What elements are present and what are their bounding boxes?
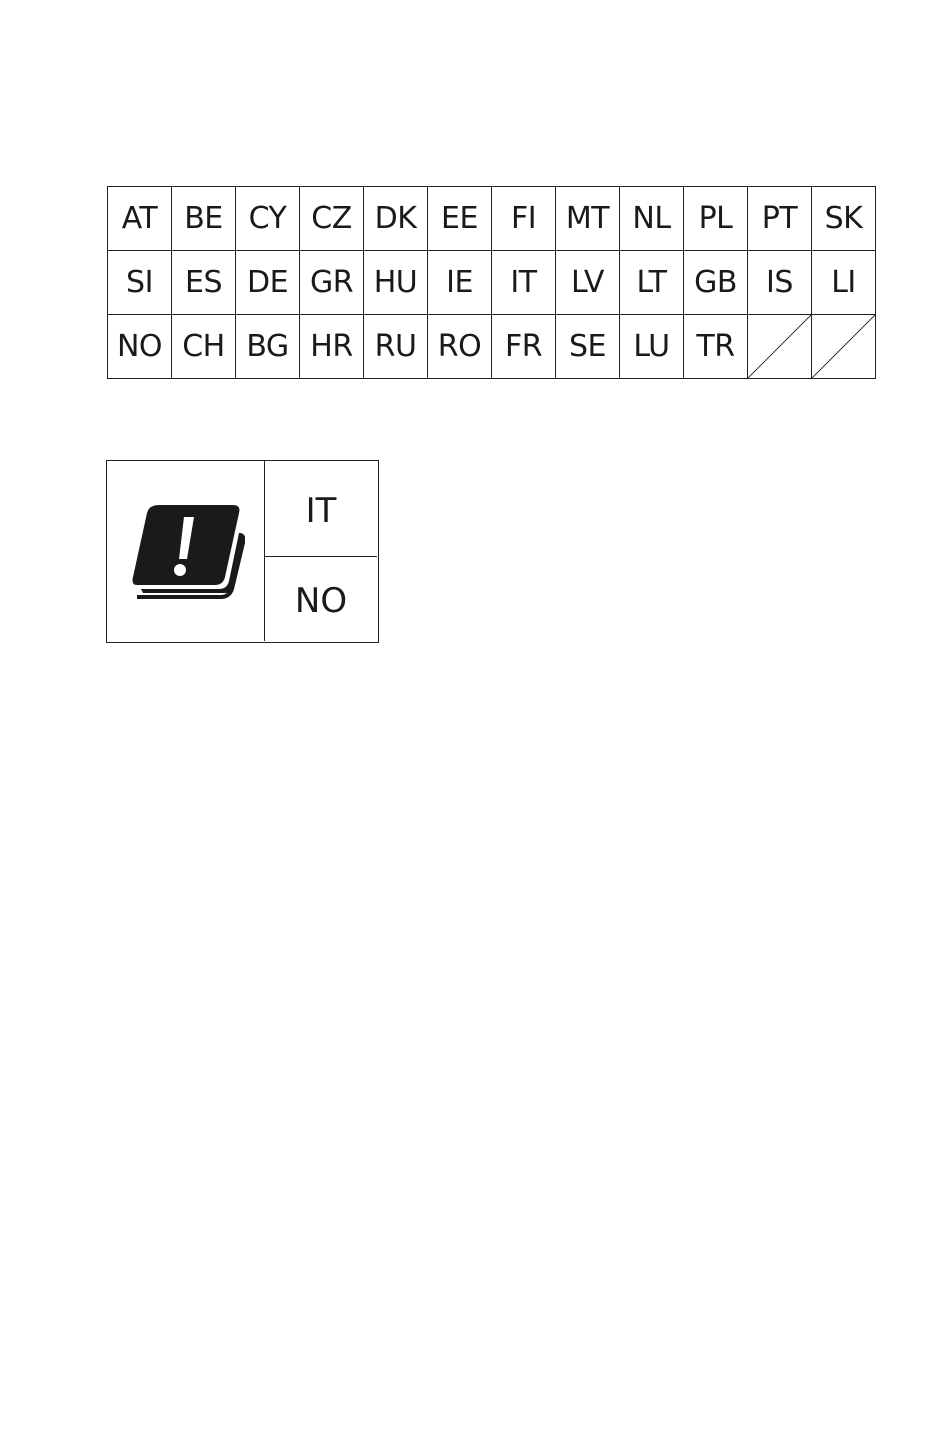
country-code-cell: NL	[620, 187, 684, 251]
country-code-cell: LU	[620, 315, 684, 379]
country-code-cell: TR	[684, 315, 748, 379]
country-code-cell: LV	[556, 251, 620, 315]
country-code-table	[107, 186, 876, 379]
country-code-cell: GB	[684, 251, 748, 315]
country-code-cell: DE	[236, 251, 300, 315]
country-code-cell: PT	[748, 187, 812, 251]
country-code-cell: RU	[364, 315, 428, 379]
country-code-cell: DK	[364, 187, 428, 251]
country-code-cell: BE	[172, 187, 236, 251]
country-code-cell: HU	[364, 251, 428, 315]
country-code-cell: AT	[108, 187, 172, 251]
restriction-notice	[106, 460, 379, 643]
warning-book-icon	[129, 501, 245, 605]
country-code-cell: SI	[108, 251, 172, 315]
country-code-cell: SE	[556, 315, 620, 379]
restricted-country-code: NO	[294, 581, 348, 621]
country-code-cell: IT	[492, 251, 556, 315]
country-row	[108, 251, 876, 315]
country-code-cell: EE	[428, 187, 492, 251]
country-code-cell: GR	[300, 251, 364, 315]
country-code-cell: CZ	[300, 187, 364, 251]
country-code-cell: FR	[492, 315, 556, 379]
country-code-cell: IS	[748, 251, 812, 315]
country-code-cell: BG	[236, 315, 300, 379]
country-code-cell: RO	[428, 315, 492, 379]
country-code-cell: LI	[812, 251, 876, 315]
restricted-country-code: IT	[265, 461, 377, 557]
country-code-cell: SK	[812, 187, 876, 251]
country-code-cell: IE	[428, 251, 492, 315]
country-code-cell: NO	[108, 315, 172, 379]
country-code-cell: MT	[556, 187, 620, 251]
country-row	[108, 187, 876, 251]
country-code-cell: PL	[684, 187, 748, 251]
country-code-cell: ES	[172, 251, 236, 315]
empty-cell	[748, 315, 812, 379]
restriction-icon-cell	[107, 461, 265, 641]
country-code-cell: LT	[620, 251, 684, 315]
country-code-cell: CH	[172, 315, 236, 379]
diagonal-strike	[748, 315, 811, 378]
country-code-cell: HR	[300, 315, 364, 379]
country-code-cell: FI	[492, 187, 556, 251]
empty-cell	[812, 315, 876, 379]
diagonal-strike	[812, 315, 875, 378]
country-row	[108, 315, 876, 379]
country-code-cell: CY	[236, 187, 300, 251]
